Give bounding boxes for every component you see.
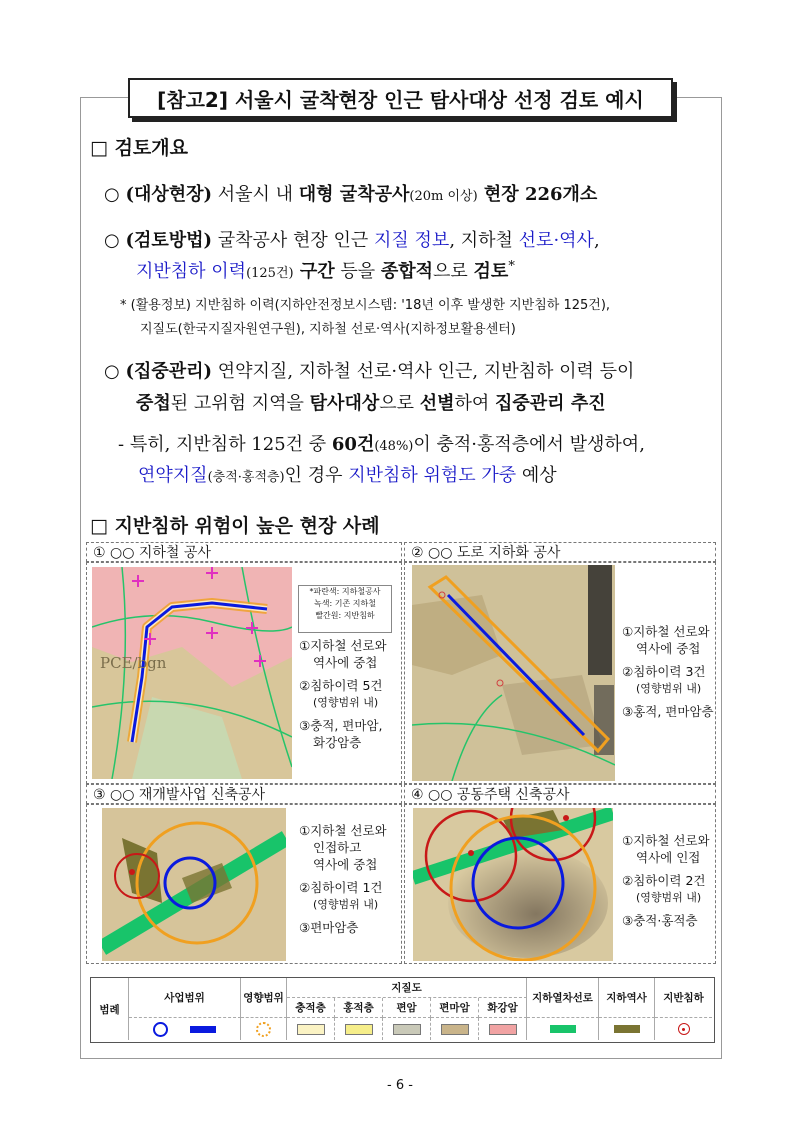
schist-swatch-icon [393, 1024, 421, 1035]
case-4-map [413, 808, 613, 961]
legend-sinkhole-label: 지반침하 [655, 978, 712, 1018]
legend-geo-5: 화강암 [479, 998, 527, 1018]
business-circle-icon [153, 1022, 168, 1037]
item-focus-line1: ○ (집중관리) 연약지질, 지하철 선로·역사 인근, 지반침하 이력 등이 [104, 361, 635, 382]
legend-geology-label: 지질도 [287, 978, 527, 998]
case-2-title: ② ○○ 도로 지하화 공사 [404, 542, 716, 562]
section-heading-overview: □ 검토개요 [90, 137, 188, 159]
case-1-map-label: PCE/bgn [100, 654, 167, 672]
case-1-map [92, 567, 292, 779]
legend-geo-2: 홍적층 [335, 998, 383, 1018]
item-method-line1: ○ (검토방법) 굴착공사 현장 인근 지질 정보, 지하철 선로·역사, [104, 230, 600, 251]
case-1-description: ①지하철 선로와 역사에 중첩 ②침하이력 5건 (영향범위 내) ③충적, 편마암, 화강암층 [299, 638, 387, 750]
case-1-title: ① ○○ 지하철 공사 [86, 542, 402, 562]
granite-swatch-icon [489, 1024, 517, 1035]
case-4-title: ④ ○○ 공동주택 신축공사 [404, 784, 716, 804]
sub-item-line1: - 특히, 지반침하 125건 중 60건(48%)이 충적·홍적층에서 발생하여, [118, 434, 645, 455]
page-number: - 6 - [387, 1078, 413, 1093]
case-3-description: ①지하철 선로와 인접하고 역사에 중첩 ②침하이력 1건 (영향범위 내) ③편마암층 [299, 823, 387, 935]
rail-line-icon [550, 1025, 576, 1033]
case-3-title: ③ ○○ 재개발사업 신축공사 [86, 784, 402, 804]
legend-label: 범례 [91, 978, 129, 1040]
legend-geo-1: 충적층 [287, 998, 335, 1018]
legend-influence-label: 영향범위 [241, 978, 287, 1018]
legend-geo-3: 편암 [383, 998, 431, 1018]
legend-business-symbols [129, 1018, 241, 1040]
sub-item-line2: 연약지질(충적·홍적층)인 경우 지반침하 위험도 가중 예상 [138, 465, 557, 486]
sinkhole-icon [678, 1023, 690, 1035]
item-method-line2: 지반침하 이력(125건) 구간 등을 종합적으로 검토* [136, 259, 515, 282]
station-swatch-icon [614, 1025, 640, 1033]
case-2-description: ①지하철 선로와 역사에 중첩 ②침하이력 3건 (영향범위 내) ③홍적, 편마암층 [622, 624, 714, 719]
note-line2: 지질도(한국지질자원연구원), 지하철 선로·역사(지하정보활용센터) [140, 322, 516, 337]
business-line-icon [190, 1026, 216, 1033]
alluvium-swatch-icon [297, 1024, 325, 1035]
legend-business-label: 사업범위 [129, 978, 241, 1018]
note-line1: * (활용정보) 지반침하 이력(지하안전정보시스템: '18년 이후 발생한 지반침하 125건), [120, 298, 611, 313]
legend-rail-label: 지하열차선로 [527, 978, 599, 1018]
section-heading-cases: □ 지반침하 위험이 높은 현장 사례 [90, 515, 380, 537]
case-2-map [412, 565, 615, 781]
gneiss-swatch-icon [441, 1024, 469, 1035]
case-1-map-legend: *파란색: 지하철공사 녹색: 기존 지하철 빨간원: 지반침하 [298, 585, 392, 633]
influence-circle-icon [256, 1022, 271, 1037]
page-title: [참고2] 서울시 굴착현장 인근 탐사대상 선정 검토 예시 [128, 78, 673, 118]
legend-station-label: 지하역사 [599, 978, 655, 1018]
diluvium-swatch-icon [345, 1024, 373, 1035]
item-focus-line2: 중첩된 고위험 지역을 탐사대상으로 선별하여 집중관리 추진 [136, 393, 606, 414]
case-3-map [102, 808, 286, 961]
item-target-site: ○ (대상현장) 서울시 내 대형 굴착공사(20m 이상) 현장 226개소 [104, 184, 598, 205]
case-4-description: ①지하철 선로와 역사에 인접 ②침하이력 2건 (영향범위 내) ③충적·홍적층 [622, 833, 710, 928]
legend-table [90, 977, 715, 1043]
legend-geo-4: 편마암 [431, 998, 479, 1018]
